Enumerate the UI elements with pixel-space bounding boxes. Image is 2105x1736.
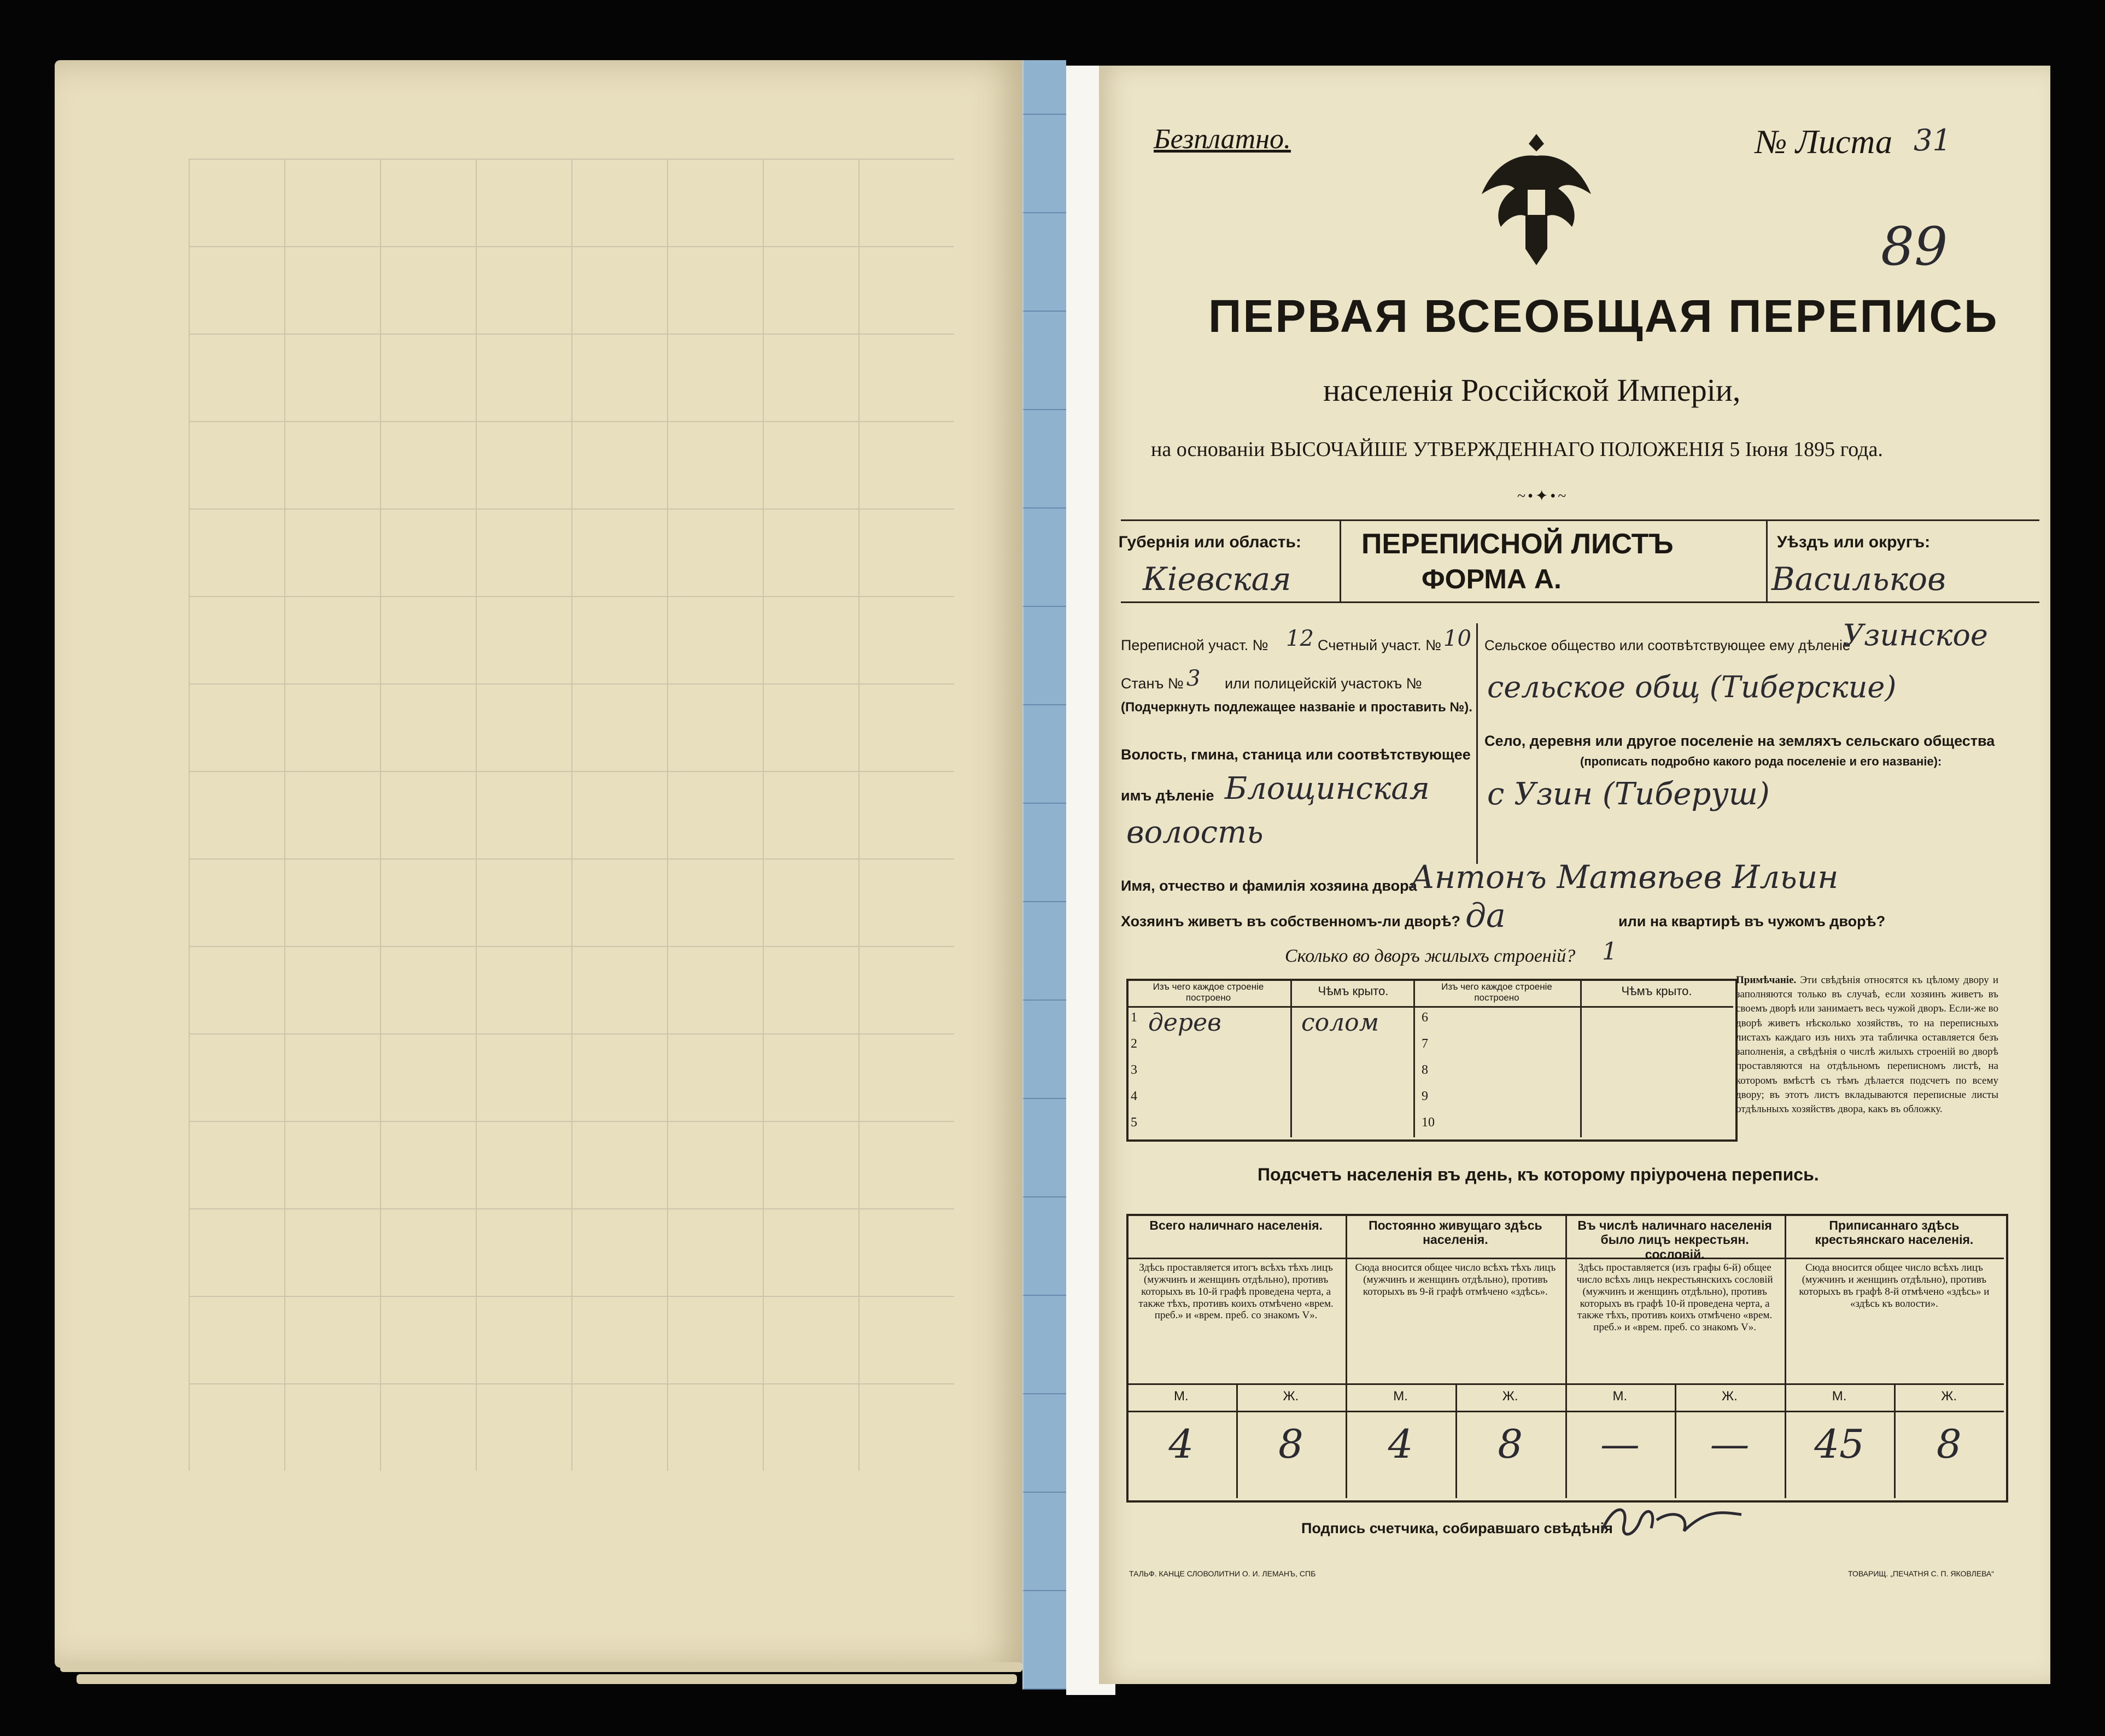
row1-roof: солом	[1301, 1009, 1379, 1037]
buildings-label: Сколько во дворъ жилыхъ строеній?	[1285, 946, 1576, 966]
female-label: Ж.	[1283, 1389, 1299, 1404]
building-row-number: 5	[1131, 1115, 1137, 1130]
police-label: или полицейскій участокъ №	[1225, 675, 1422, 692]
village-value: с Узин (Тиберуш)	[1487, 776, 1770, 812]
population-col-header: Всего наличнаго населенія.	[1149, 1218, 1323, 1232]
page-edge	[60, 1662, 1022, 1672]
volost-value-2: волость	[1126, 815, 1264, 850]
population-col-desc: Сюда вносится общее число всѣхъ тѣхъ лицъ (мужчинъ и женщинъ отдѣльно), противъ которыхъ въ 9-й графѣ отмѣчено «здѣсь».	[1355, 1262, 1556, 1297]
buildings-value: 1	[1602, 938, 1617, 966]
population-col-desc: Здѣсь проставляется итогъ всѣхъ тѣхъ лицъ (мужчинъ и женщинъ отдѣльно), противъ которыхъ въ 10-й графѣ проведена черта, а также тѣхъ, противъ коихъ отмѣчено «врем. преб.» и «врем. преб. со знакомъ V».	[1138, 1262, 1334, 1322]
rule	[1766, 519, 1768, 601]
buildings-col-material-2: Изъ чего каждое строеніе построено	[1441, 981, 1552, 1003]
village-note: (прописать подробно какого рода поселеніе и его названіе):	[1580, 755, 1942, 768]
society-value-2: сельское общ (Тиберские)	[1487, 670, 1897, 704]
imperial-eagle-icon	[1476, 123, 1597, 276]
male-label: М.	[1832, 1389, 1847, 1404]
building-row-number: 4	[1131, 1089, 1137, 1103]
rent-label: или на квартирѣ въ чужомъ дворѣ?	[1618, 913, 1886, 930]
bleed-through-grid	[189, 159, 954, 1471]
rule	[1413, 979, 1415, 1137]
note-text: Эти свѣдѣнія относятся къ цѣлому двору и заполняются только въ случаѣ, если хозяинъ живетъ въ своемъ дворѣ или занимаетъ весь чужой дворъ. Если-же во дворѣ живетъ нѣсколько хозяйствъ, то на переписныхъ листахъ каждаго изъ нихъ эта табличка оставляется безъ заполненія, а свѣдѣнія о числѣ жилыхъ строеній во дворѣ проставляются на отдѣльномъ переписномъ листѣ, на которомъ вмѣстѣ съ тѣмъ дѣлается подсчетъ по всему двору; въ этотъ листъ вкладываются переписные листы отдѣльныхъ хозяйствъ двора, какъ въ обложку.	[1736, 974, 1998, 1115]
rule	[1290, 979, 1292, 1137]
note-block	[1736, 973, 1998, 1117]
female-label: Ж.	[1502, 1389, 1518, 1404]
female-count: 8	[1936, 1421, 1962, 1467]
building-row-number: 6	[1422, 1010, 1428, 1025]
own-yard-label: Хозяинъ живетъ въ собственномъ-ли дворѣ?	[1121, 913, 1461, 930]
population-col-desc: Сюда вносится общее число всѣхъ лицъ (мужчинъ и женщинъ отдѣльно), противъ которыхъ въ графѣ 8-й отмѣчено «здѣсь» и «здѣсь къ волости».	[1799, 1262, 1990, 1310]
own-yard-value: да	[1465, 897, 1506, 935]
building-row-number: 8	[1422, 1063, 1428, 1077]
volost-value: Блощинская	[1225, 771, 1430, 806]
sheet-number-label: № Листа	[1755, 124, 1892, 161]
stan-value: 3	[1186, 666, 1201, 691]
counting-section-value: 10	[1443, 626, 1471, 651]
male-label: М.	[1173, 1389, 1189, 1404]
rule	[1476, 623, 1478, 864]
building-row-number: 10	[1422, 1115, 1435, 1130]
building-row-number: 7	[1422, 1037, 1428, 1051]
buildings-col-material: Изъ чего каждое строеніе построено	[1153, 981, 1264, 1003]
free-label: Безплатно.	[1154, 124, 1291, 155]
note-title: Примѣчаніе.	[1736, 974, 1797, 986]
ornament-divider: ~•✦•~	[1517, 488, 1569, 505]
buildings-col-roof-2: Чѣмъ крыто.	[1621, 984, 1692, 998]
society-label: Сельское общество или соотвѣтствующее ему дѣленіе	[1484, 637, 1851, 653]
female-count: 8	[1278, 1421, 1303, 1467]
signature-label: Подпись счетчика, собиравшаго свѣдѣнія	[1301, 1520, 1613, 1536]
population-col-desc: Здѣсь проставляется (изъ графы 6-й) общее число всѣхъ лицъ некрестьянскихъ сословій (мужчинъ и женщинъ отдѣльно), противъ которыхъ въ графѣ 10-й проведена черта, а также тѣхъ, противъ коихъ отмѣчено «врем. преб.» и «врем. преб. со знакомъ V».	[1576, 1262, 1773, 1334]
enumerator-signature	[1597, 1498, 1750, 1547]
province-label: Губернія или область:	[1118, 533, 1301, 551]
female-label: Ж.	[1722, 1389, 1738, 1404]
female-count: 8	[1498, 1421, 1523, 1467]
census-section-label: Переписной участ. №	[1121, 637, 1268, 653]
village-label: Село, деревня или другое поселеніе на земляхъ сельскаго общества	[1484, 733, 1995, 749]
district-label: Уѣздъ или округъ:	[1777, 533, 1931, 551]
rule	[1121, 519, 2039, 521]
male-count: —	[1600, 1421, 1640, 1467]
rule	[1121, 601, 2039, 603]
population-title: Подсчетъ населенія въ день, къ которому пріурочена перепись.	[1258, 1165, 1819, 1184]
male-count: 4	[1388, 1421, 1413, 1467]
owner-name-value: Антонъ Матвѣев Ильин	[1411, 858, 1839, 896]
page-edge	[77, 1674, 1017, 1684]
building-row-number: 1	[1131, 1010, 1137, 1025]
form-label: ФОРМА А.	[1422, 564, 1562, 594]
population-col-header: Приписаннаго здѣсь крестьянскаго населенія.	[1815, 1218, 1974, 1247]
population-col-header: Постоянно живущаго здѣсь населенія.	[1369, 1218, 1542, 1247]
building-row-number: 2	[1131, 1037, 1137, 1051]
volost-label: Волость, гмина, станица или соотвѣтствующее	[1121, 746, 1471, 763]
census-section-value: 12	[1286, 626, 1314, 651]
binding-map-strip	[1022, 60, 1066, 1690]
province-value: Кіевская	[1143, 560, 1291, 598]
stan-label: Станъ №	[1121, 675, 1184, 692]
buildings-col-roof: Чѣмъ крыто.	[1318, 984, 1389, 998]
male-label: М.	[1612, 1389, 1628, 1404]
owner-name-label: Имя, отчество и фамилія хозяина двора	[1121, 878, 1417, 894]
counting-section-label: Счетный участ. №	[1318, 637, 1442, 653]
printer-right: ТОВАРИЩ. „ПЕЧАТНЯ С. П. ЯКОВЛЕВА“	[1848, 1569, 1994, 1578]
population-col-header: Въ числѣ наличнаго населенія было лицъ некрестьян. сословій.	[1577, 1218, 1772, 1261]
rule	[1126, 1006, 1733, 1008]
female-label: Ж.	[1941, 1389, 1957, 1404]
society-value: Узинское	[1843, 618, 1988, 652]
row1-material: дерев	[1148, 1009, 1221, 1037]
volost-label-2: имъ дѣленіе	[1121, 787, 1214, 804]
building-row-number: 9	[1422, 1089, 1428, 1103]
male-label: М.	[1393, 1389, 1408, 1404]
male-count: 45	[1814, 1421, 1864, 1467]
district-value: Васильков	[1771, 560, 1946, 598]
archive-number: 89	[1881, 216, 1948, 277]
sheet-number-value: 31	[1914, 123, 1951, 157]
rule	[1340, 519, 1341, 601]
male-count: 4	[1168, 1421, 1194, 1467]
sheet-title: ПЕРЕПИСНОЙ ЛИСТЪ	[1361, 528, 1674, 560]
printer-left: ТАЛЬФ. КАНЦЕ СЛОВОЛИТНИ О. И. ЛЕМАНЪ, СПБ	[1129, 1569, 1316, 1578]
underline-note: (Подчеркнуть подлежащее названіе и проставить №).	[1121, 700, 1472, 715]
building-row-number: 3	[1131, 1063, 1137, 1077]
basis-line: на основаніи ВЫСОЧАЙШЕ УТВЕРЖДЕННАГО ПОЛОЖЕНІЯ 5 Іюня 1895 года.	[1151, 438, 1883, 461]
female-count: —	[1710, 1421, 1750, 1467]
page-subtitle: населенія Россійской Имперіи,	[1323, 372, 1741, 408]
page-title: ПЕРВАЯ ВСЕОБЩАЯ ПЕРЕПИСЬ	[1208, 290, 1999, 342]
rule	[1580, 979, 1582, 1137]
